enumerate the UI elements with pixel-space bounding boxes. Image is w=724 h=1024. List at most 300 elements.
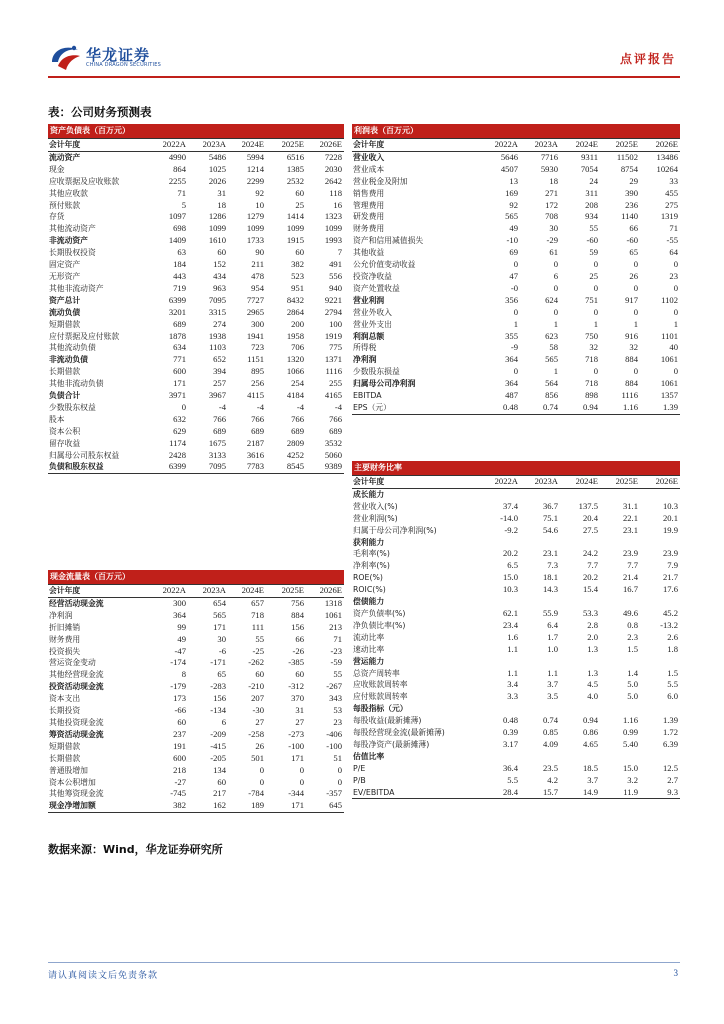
table-row [352, 247, 680, 259]
row-value: -100 [326, 740, 342, 751]
table-row [48, 693, 344, 705]
row-value: 1140 [621, 211, 638, 222]
row-value: 20.1 [662, 512, 678, 523]
row-label: 资产处置收益 [353, 283, 400, 293]
row-value: 208 [585, 199, 598, 210]
row-value: 0.74 [520, 402, 560, 414]
row-label: 应收账款周转率 [353, 680, 408, 690]
row-value: 40 [669, 342, 678, 353]
row-value: 2428 [168, 449, 186, 460]
row-value: 689 [251, 425, 264, 436]
row-value: 9221 [324, 294, 342, 305]
row-value: 2.6 [667, 631, 678, 642]
row-label: 流动资产 [49, 152, 81, 162]
row-value: 775 [329, 342, 342, 353]
row-value: 565 [505, 211, 518, 222]
row-value: 31 [217, 187, 226, 198]
table-row [352, 679, 680, 691]
table-row [48, 342, 344, 354]
row-value: 0 [337, 764, 342, 775]
row-value: 60 [295, 669, 304, 680]
row-value: 1675 [208, 437, 226, 448]
table-row [352, 525, 680, 537]
table-row [48, 378, 344, 390]
row-value: 1958 [286, 330, 304, 341]
row-value: 65 [629, 247, 638, 258]
row-value: 20.2 [502, 548, 518, 559]
row-value: -406 [326, 728, 342, 739]
table-row [48, 622, 344, 634]
row-label: 利润总额 [353, 331, 385, 341]
row-label: 其他筹资现金流 [49, 789, 104, 799]
row-value: 434 [213, 270, 226, 281]
table-row [352, 560, 680, 572]
column-header-year: 2022A [480, 476, 520, 489]
table-row [48, 259, 344, 271]
table-row [48, 800, 344, 812]
row-value: 60 [217, 247, 226, 258]
row-value: 275 [665, 199, 678, 210]
row-label: 其他投资现金流 [49, 717, 104, 727]
row-value: -415 [210, 740, 226, 751]
row-value [480, 596, 520, 608]
column-header-year: 2025E [266, 585, 306, 598]
page-header [48, 40, 680, 74]
row-value: 7095 [208, 294, 226, 305]
row-label: 资产负债率(%) [353, 608, 406, 618]
row-value: 311 [585, 187, 598, 198]
row-value: 356 [505, 294, 518, 305]
table-row [352, 235, 680, 247]
row-label: 公允价值变动收益 [353, 260, 416, 270]
cash-flow-panel [48, 570, 344, 813]
row-value: 766 [329, 413, 342, 424]
row-value: 355 [505, 330, 518, 341]
column-header-year: 2026E [306, 585, 344, 598]
table-row [352, 378, 680, 390]
row-value: 1409 [168, 235, 186, 246]
row-value: 0 [633, 306, 638, 317]
row-value: 15.7 [520, 787, 560, 799]
row-value: 9311 [581, 151, 598, 162]
row-value: 4252 [286, 449, 304, 460]
row-value: 0 [593, 282, 598, 293]
row-value: -0 [510, 282, 518, 293]
row-value: 2.3 [627, 631, 638, 642]
page-number: 3 [673, 968, 678, 978]
row-value: 18.5 [582, 762, 598, 773]
row-label: 流动比率 [353, 632, 385, 642]
row-label: 归属于母公司净利润(%) [353, 525, 437, 535]
row-value: 766 [213, 413, 226, 424]
row-value: 152 [213, 259, 226, 270]
row-value: 1 [553, 366, 558, 377]
table-header-row [352, 139, 680, 152]
row-value: 706 [291, 342, 304, 353]
row-value: 59 [589, 247, 598, 258]
row-value: 169 [505, 187, 518, 198]
row-value: 27.5 [582, 524, 598, 535]
row-value: 4.0 [587, 691, 598, 702]
row-label: 其他非流动负债 [49, 379, 104, 389]
row-label: 现金 [49, 164, 65, 174]
row-value: 4.65 [582, 738, 598, 749]
table-row [352, 402, 680, 414]
row-label: 存货 [49, 212, 65, 222]
row-value: 36.7 [542, 500, 558, 511]
row-label: 归属母公司股东权益 [49, 450, 120, 460]
row-value: 217 [213, 788, 226, 799]
footer-divider [48, 962, 680, 963]
row-value: 237 [173, 728, 186, 739]
ratios-table [352, 475, 680, 799]
balance-sheet-title: 资产负债表（百万元） [48, 124, 344, 138]
row-value: 55.9 [542, 607, 558, 618]
table-row [48, 657, 344, 669]
row-value: 0 [633, 366, 638, 377]
table-row [48, 634, 344, 646]
row-value: 23 [333, 716, 342, 727]
row-value: 963 [213, 282, 226, 293]
table-row [352, 739, 680, 751]
row-value: 1385 [286, 163, 304, 174]
row-label: 营业收入(%) [353, 501, 398, 511]
row-value: -357 [326, 788, 342, 799]
row-value: -100 [288, 740, 304, 751]
row-value: 370 [291, 693, 304, 704]
row-value: 36.4 [502, 762, 518, 773]
row-value: 271 [545, 187, 558, 198]
row-value: 7.3 [547, 560, 558, 571]
row-label: 其他收益 [353, 248, 385, 258]
table-row [48, 610, 344, 622]
column-header-year: 2026E [640, 476, 680, 489]
row-value: 162 [188, 800, 228, 812]
row-label: 所得税 [353, 343, 377, 353]
table-row [352, 354, 680, 366]
table-row [352, 763, 680, 775]
row-value: 9.3 [640, 787, 680, 799]
row-value: 111 [251, 621, 264, 632]
row-value: 0 [633, 282, 638, 293]
row-value: 274 [213, 318, 226, 329]
row-label: 资本支出 [49, 694, 81, 704]
row-value: 632 [173, 413, 186, 424]
row-value: 3967 [208, 390, 226, 401]
row-label: 经营活动现金流 [49, 598, 104, 608]
table-row [352, 691, 680, 703]
row-label: 流动负债 [49, 307, 81, 317]
row-value: 25 [589, 270, 598, 281]
row-label: 估值比率 [353, 751, 385, 761]
table-row [352, 644, 680, 656]
row-value: 18 [549, 175, 558, 186]
row-value: 171 [291, 752, 304, 763]
row-value: -26 [292, 645, 304, 656]
row-value: 1318 [324, 597, 342, 608]
table-row [48, 741, 344, 753]
table-row [48, 235, 344, 247]
row-value: 23.1 [622, 524, 638, 535]
row-value: 895 [251, 366, 264, 377]
row-label: 研发费用 [353, 212, 385, 222]
row-label: 投资活动现金流 [49, 682, 104, 692]
row-value: 2026 [208, 175, 226, 186]
table-row [48, 717, 344, 729]
row-value: 156 [213, 693, 226, 704]
row-value: -55 [666, 235, 678, 246]
table-row [48, 765, 344, 777]
row-value: 1.3 [587, 667, 598, 678]
row-value: -66 [174, 705, 186, 716]
row-value: 61 [549, 247, 558, 258]
row-value [520, 656, 560, 668]
row-value: 31 [295, 705, 304, 716]
row-label: 营业外收入 [353, 307, 392, 317]
table-row [48, 295, 344, 307]
balance-sheet-panel [48, 124, 344, 474]
row-value: 14.9 [560, 787, 600, 799]
row-label: 其他应收款 [49, 188, 88, 198]
row-value: 5.5 [667, 679, 678, 690]
row-value: 20.4 [582, 512, 598, 523]
row-label: 每股净资产(最新摊薄) [353, 739, 430, 749]
row-value: 600 [173, 366, 186, 377]
row-value: 213 [329, 621, 342, 632]
row-label: 预付账款 [49, 200, 81, 210]
row-value: 27 [255, 716, 264, 727]
row-value: 698 [173, 223, 186, 234]
row-value: 171 [213, 621, 226, 632]
row-value: 1214 [246, 163, 264, 174]
row-value [480, 751, 520, 763]
column-header-label: 会计年度 [48, 139, 148, 152]
row-value: -745 [170, 788, 186, 799]
row-label: 应付账款周转率 [353, 692, 408, 702]
row-value: 756 [291, 597, 304, 608]
row-value: 0 [553, 306, 558, 317]
row-value: 1 [593, 318, 598, 329]
row-label: 成长能力 [353, 489, 385, 499]
row-label: 其他非流动资产 [49, 283, 104, 293]
row-value: 21.4 [622, 572, 638, 583]
table-row [48, 461, 344, 473]
row-value: 364 [505, 378, 518, 389]
row-label: 长期投资 [49, 706, 81, 716]
table-row [48, 426, 344, 438]
row-value [560, 596, 600, 608]
row-value: 18.1 [542, 572, 558, 583]
row-value: 218 [173, 764, 186, 775]
row-value: 0.99 [622, 727, 638, 738]
row-label: 财务费用 [353, 224, 385, 234]
table-header-row [48, 585, 344, 598]
row-value: 22.1 [622, 512, 638, 523]
row-value: 364 [505, 354, 518, 365]
row-value: 75.1 [542, 512, 558, 523]
row-value: -4 [218, 401, 226, 412]
row-value: 6 [221, 716, 226, 727]
row-value: 0 [553, 282, 558, 293]
row-value: 21.7 [662, 572, 678, 583]
row-label: 获利能力 [353, 537, 385, 547]
table-row [48, 307, 344, 319]
row-value: 1.8 [667, 643, 678, 654]
table-row [352, 715, 680, 727]
row-value: 24.2 [582, 548, 598, 559]
table-row [352, 596, 680, 608]
row-value: 69 [509, 247, 518, 258]
row-label: 管理费用 [353, 200, 385, 210]
table-row [352, 342, 680, 354]
row-value: 1066 [286, 366, 304, 377]
row-value: 4.2 [547, 774, 558, 785]
row-value: 236 [625, 199, 638, 210]
row-value: 491 [329, 259, 342, 270]
row-value: 5930 [540, 163, 558, 174]
row-value: 62.1 [502, 607, 518, 618]
row-value: 7054 [580, 163, 598, 174]
row-label: P/B [353, 775, 366, 785]
row-label: 留存收益 [49, 438, 81, 448]
row-value: 6 [553, 270, 558, 281]
table-row [48, 271, 344, 283]
row-value: 1.5 [627, 643, 638, 654]
row-value: 172 [545, 199, 558, 210]
row-value: 49.6 [622, 607, 638, 618]
row-value [640, 537, 680, 549]
row-value: 3.4 [507, 679, 518, 690]
row-value: 3532 [324, 437, 342, 448]
row-label: 其他流动资产 [49, 224, 96, 234]
table-row [352, 259, 680, 271]
row-label: 营业税金及附加 [353, 176, 408, 186]
row-value: 49 [177, 633, 186, 644]
row-value: 24 [589, 175, 598, 186]
row-value: 92 [509, 199, 518, 210]
row-value: -784 [248, 788, 264, 799]
table-row [48, 200, 344, 212]
row-label: 股本 [49, 414, 65, 424]
row-value: 28.4 [480, 787, 520, 799]
row-value: 3.3 [507, 691, 518, 702]
table-row [352, 200, 680, 212]
row-value: 10.3 [662, 500, 678, 511]
row-value: 134 [213, 764, 226, 775]
row-value: 30 [217, 633, 226, 644]
row-value: 3201 [168, 306, 186, 317]
row-value: 1915 [286, 235, 304, 246]
row-value: 565 [213, 609, 226, 620]
row-value [600, 656, 640, 668]
row-value: 382 [148, 800, 188, 812]
row-value: 3.5 [547, 691, 558, 702]
row-value: 7.9 [667, 560, 678, 571]
row-label: 总资产周转率 [353, 668, 400, 678]
row-value [520, 537, 560, 549]
row-value [480, 656, 520, 668]
table-row [48, 188, 344, 200]
column-header-year: 2023A [520, 476, 560, 489]
row-value: 898 [585, 390, 598, 401]
company-logo-icon [48, 42, 82, 72]
row-value [600, 703, 640, 715]
row-value: 565 [545, 354, 558, 365]
row-value [520, 751, 560, 763]
row-value: 382 [291, 259, 304, 270]
row-value: 750 [585, 330, 598, 341]
row-value: 0.94 [560, 402, 600, 414]
row-value: 629 [173, 425, 186, 436]
table-row [48, 681, 344, 693]
table-row [352, 164, 680, 176]
column-header-year: 2024E [560, 139, 600, 152]
row-label: 每股指标（元） [353, 704, 408, 714]
row-value: 917 [625, 294, 638, 305]
row-value: 1 [553, 318, 558, 329]
row-label: 短期借款 [49, 319, 81, 329]
row-label: 净利率(%) [353, 561, 390, 571]
row-value: 3315 [208, 306, 226, 317]
row-value: 718 [585, 354, 598, 365]
row-value: 2642 [324, 175, 342, 186]
table-row [48, 669, 344, 681]
table-row [352, 488, 680, 500]
row-value: 32 [629, 342, 638, 353]
table-row [48, 247, 344, 259]
row-value: 1103 [209, 342, 226, 353]
row-value: 207 [251, 693, 264, 704]
row-value: 1323 [324, 211, 342, 222]
balance-sheet-table [48, 138, 344, 474]
row-value: 718 [251, 609, 264, 620]
company-logo-text: 华龙证券 [86, 46, 151, 64]
row-value: 689 [329, 425, 342, 436]
row-label: 偿债能力 [353, 597, 385, 607]
row-value: 7716 [540, 151, 558, 162]
row-value: 30 [549, 223, 558, 234]
table-row [352, 307, 680, 319]
row-label: EV/EBITDA [352, 787, 480, 799]
table-row [352, 295, 680, 307]
row-value: 708 [545, 211, 558, 222]
row-value: 5.0 [627, 679, 638, 690]
table-row [48, 402, 344, 414]
row-value: 3133 [208, 449, 226, 460]
row-label: 资本公积增加 [49, 777, 96, 787]
row-label: 营运能力 [353, 656, 385, 666]
row-value: 1.16 [600, 402, 640, 414]
row-value: 1.72 [662, 727, 678, 738]
row-value: 4990 [168, 151, 186, 162]
row-value: 478 [251, 270, 264, 281]
row-value: 1.4 [627, 667, 638, 678]
row-value: 6516 [286, 151, 304, 162]
row-value: 934 [585, 211, 598, 222]
row-label: 销售费用 [353, 188, 385, 198]
row-value: 25 [295, 199, 304, 210]
row-value: 1025 [208, 163, 226, 174]
row-value: 0 [259, 764, 264, 775]
row-value: 10.3 [502, 584, 518, 595]
row-value: 55 [589, 223, 598, 234]
row-value: 0.39 [502, 727, 518, 738]
row-label: 负债合计 [49, 391, 81, 401]
row-value: 0 [299, 776, 304, 787]
table-row [352, 390, 680, 402]
row-value: 689 [213, 425, 226, 436]
table-row [48, 164, 344, 176]
